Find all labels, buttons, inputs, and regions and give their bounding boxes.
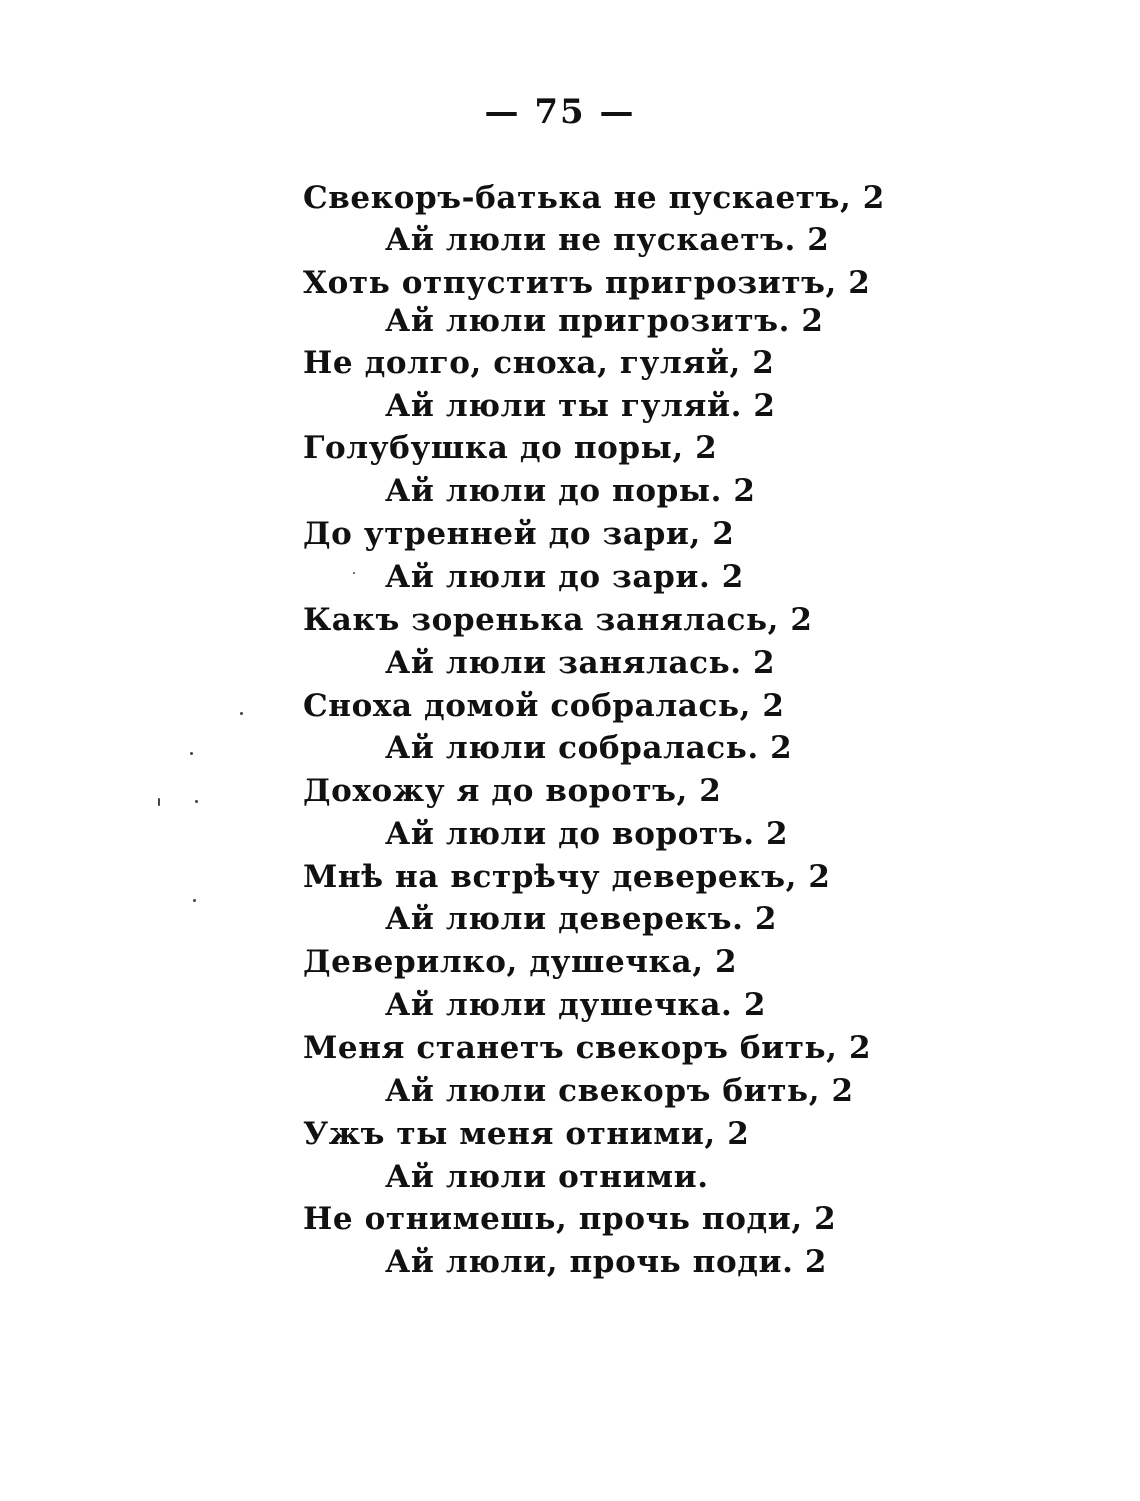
refrain-line: Ай люли душечка. 2 <box>385 987 766 1023</box>
refrain-line: Ай люли отними. <box>385 1159 709 1195</box>
refrain-line: Ай люли до воротъ. 2 <box>385 816 789 852</box>
refrain-line: Ай люли, прочь поди. 2 <box>385 1244 828 1280</box>
verse-line: Мнѣ на встрѣчу деверекъ, 2 <box>303 859 831 895</box>
scan-speck <box>193 899 196 902</box>
verse-line: До утренней до зари, 2 <box>303 516 735 552</box>
verse-line: Ужъ ты меня отними, 2 <box>303 1116 750 1152</box>
refrain-line: Ай люли не пускаетъ. 2 <box>385 222 830 258</box>
scan-speck <box>190 752 193 755</box>
refrain-line: Ай люли занялась. 2 <box>385 645 776 681</box>
scan-speck <box>158 798 160 806</box>
verse-line: Дохожу я до воротъ, 2 <box>303 773 722 809</box>
verse-line: Деверилко, душечка, 2 <box>303 944 738 980</box>
verse-line: Меня станетъ свекоръ бить, 2 <box>303 1030 872 1066</box>
page-number: — 75 — <box>484 92 636 132</box>
scan-speck <box>195 800 198 803</box>
verse-line: Свекоръ-батька не пускаетъ, 2 <box>303 180 885 216</box>
refrain-line: Ай люли собралась. 2 <box>385 730 793 766</box>
verse-line: Голубушка до поры, 2 <box>303 430 718 466</box>
refrain-line: Ай люли до поры. 2 <box>385 473 756 509</box>
refrain-line: Ай люли пригрозитъ. 2 <box>385 303 824 339</box>
verse-line: Какъ зоренька занялась, 2 <box>303 602 813 638</box>
verse-line: Не долго, сноха, гуляй, 2 <box>303 345 775 381</box>
refrain-line: Ай люли ты гуляй. 2 <box>385 388 776 424</box>
verse-line: Хоть отпуститъ пригрозитъ, 2 <box>303 265 871 301</box>
verse-line: Не отнимешь, прочь поди, 2 <box>303 1201 837 1237</box>
scan-speck <box>353 572 355 574</box>
refrain-line: Ай люли до зари. 2 <box>385 559 744 595</box>
scan-speck <box>240 712 243 715</box>
refrain-line: Ай люли деверекъ. 2 <box>385 901 778 937</box>
verse-line: Сноха домой собралась, 2 <box>303 688 785 724</box>
refrain-line: Ай люли свекоръ бить, 2 <box>385 1073 854 1109</box>
